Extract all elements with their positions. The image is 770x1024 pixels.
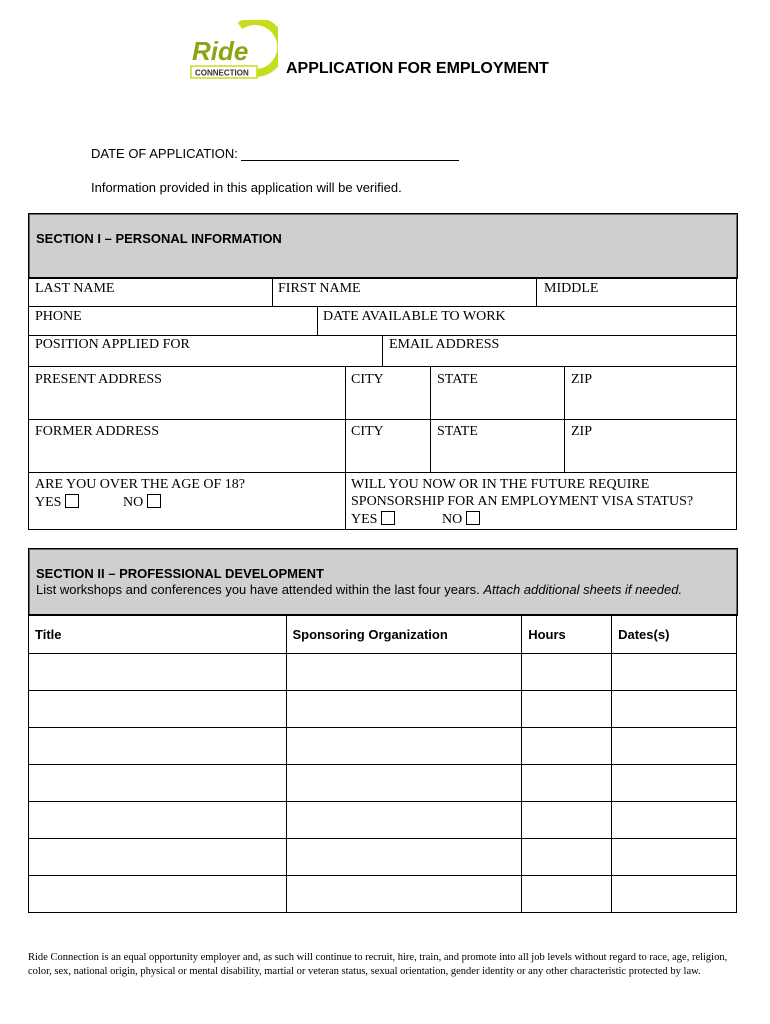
former-city-label: CITY: [351, 424, 384, 439]
title-cell[interactable]: [29, 765, 287, 802]
dates-cell[interactable]: [612, 691, 737, 728]
logo-word: Ride: [192, 36, 249, 66]
column-header-dates: Dates(s): [612, 615, 737, 654]
date-of-application: [91, 146, 459, 161]
table-row: [29, 728, 737, 765]
dates-cell[interactable]: [612, 802, 737, 839]
title-cell[interactable]: [29, 691, 287, 728]
hours-cell[interactable]: [522, 876, 612, 913]
age-question-label: ARE YOU OVER THE AGE OF 18?: [35, 477, 245, 492]
title-cell[interactable]: [29, 802, 287, 839]
table-row: [29, 765, 737, 802]
former-address-label: FORMER ADDRESS: [35, 424, 160, 439]
table-row: [29, 839, 737, 876]
section2-header: [28, 548, 738, 616]
visa-yes-label: YES: [351, 512, 378, 527]
first-name-label: FIRST NAME: [278, 281, 361, 296]
age-no-option: [123, 494, 161, 511]
hours-cell[interactable]: [522, 728, 612, 765]
middle-name-label: MIDDLE: [544, 281, 599, 296]
sponsor-cell[interactable]: [286, 839, 522, 876]
table-row: [29, 802, 737, 839]
phone-label: PHONE: [35, 309, 82, 324]
visa-no-option: [442, 511, 480, 528]
hours-cell[interactable]: [522, 839, 612, 876]
title-cell[interactable]: [29, 654, 287, 691]
visa-no-checkbox[interactable]: [466, 511, 480, 525]
section1-heading: SECTION I – PERSONAL INFORMATION: [36, 231, 282, 246]
present-address-label: PRESENT ADDRESS: [35, 372, 162, 387]
column-header-title: Title: [29, 615, 287, 654]
column-header-sponsor: Sponsoring Organization: [286, 615, 522, 654]
hours-cell[interactable]: [522, 691, 612, 728]
age-no-label: NO: [123, 495, 144, 510]
hours-cell[interactable]: [522, 802, 612, 839]
section2-heading: SECTION II – PROFESSIONAL DEVELOPMENT: [36, 566, 324, 581]
last-name-label: LAST NAME: [35, 281, 115, 296]
section2-subtitle-italic: Attach additional sheets if needed.: [483, 582, 683, 597]
position-label: POSITION APPLIED FOR: [35, 337, 190, 352]
age-yes-option: [35, 494, 79, 511]
date-label: DATE OF APPLICATION:: [91, 146, 238, 161]
logo-sub: CONNECTION: [195, 68, 249, 78]
age-no-checkbox[interactable]: [147, 494, 161, 508]
table-row: [29, 654, 737, 691]
table-row: [29, 876, 737, 913]
section2-subtitle-text: List workshops and conferences you have attended within the last four years.: [36, 582, 480, 597]
present-city-label: CITY: [351, 372, 384, 387]
hours-cell[interactable]: [522, 765, 612, 802]
title-cell[interactable]: [29, 728, 287, 765]
hours-cell[interactable]: [522, 654, 612, 691]
column-header-hours: Hours: [522, 615, 612, 654]
sponsor-cell[interactable]: [286, 876, 522, 913]
present-zip-label: ZIP: [571, 372, 592, 387]
visa-question-line2: SPONSORSHIP FOR AN EMPLOYMENT VISA STATUS?: [351, 494, 694, 509]
present-state-label: STATE: [437, 372, 478, 387]
section1-header: [28, 213, 738, 279]
dates-cell[interactable]: [612, 876, 737, 913]
sponsor-cell[interactable]: [286, 802, 522, 839]
page-title: APPLICATION FOR EMPLOYMENT: [286, 60, 549, 77]
title-cell[interactable]: [29, 839, 287, 876]
verification-note: Information provided in this application will be verified.: [91, 180, 402, 195]
table-row: [29, 691, 737, 728]
former-state-label: STATE: [437, 424, 478, 439]
dates-cell[interactable]: [612, 765, 737, 802]
sponsor-cell[interactable]: [286, 654, 522, 691]
dates-cell[interactable]: [612, 654, 737, 691]
age-yes-checkbox[interactable]: [65, 494, 79, 508]
professional-development-table: [28, 614, 737, 913]
ride-connection-logo: [188, 20, 278, 82]
visa-no-label: NO: [442, 512, 463, 527]
title-cell[interactable]: [29, 876, 287, 913]
visa-question-line1: WILL YOU NOW OR IN THE FUTURE REQUIRE: [351, 477, 650, 492]
date-input-line[interactable]: [241, 147, 459, 161]
visa-yes-option: [351, 511, 395, 528]
section2-subtitle: [36, 582, 682, 597]
age-yes-label: YES: [35, 495, 62, 510]
table-header-row: [29, 615, 737, 654]
email-label: EMAIL ADDRESS: [389, 337, 500, 352]
sponsor-cell[interactable]: [286, 728, 522, 765]
sponsor-cell[interactable]: [286, 765, 522, 802]
sponsor-cell[interactable]: [286, 691, 522, 728]
dates-cell[interactable]: [612, 839, 737, 876]
eeo-statement: Ride Connection is an equal opportunity employer and, as such will continue to recruit, hire, train, and promote into all job levels without regard to race, age, religion, color, sex, national origin, physical or mental disability, martial or veteran status, sexual orientation, gender identity or any other characteristic protected by law.: [28, 952, 728, 977]
former-zip-label: ZIP: [571, 424, 592, 439]
visa-yes-checkbox[interactable]: [381, 511, 395, 525]
dates-cell[interactable]: [612, 728, 737, 765]
date-available-label: DATE AVAILABLE TO WORK: [323, 309, 506, 324]
